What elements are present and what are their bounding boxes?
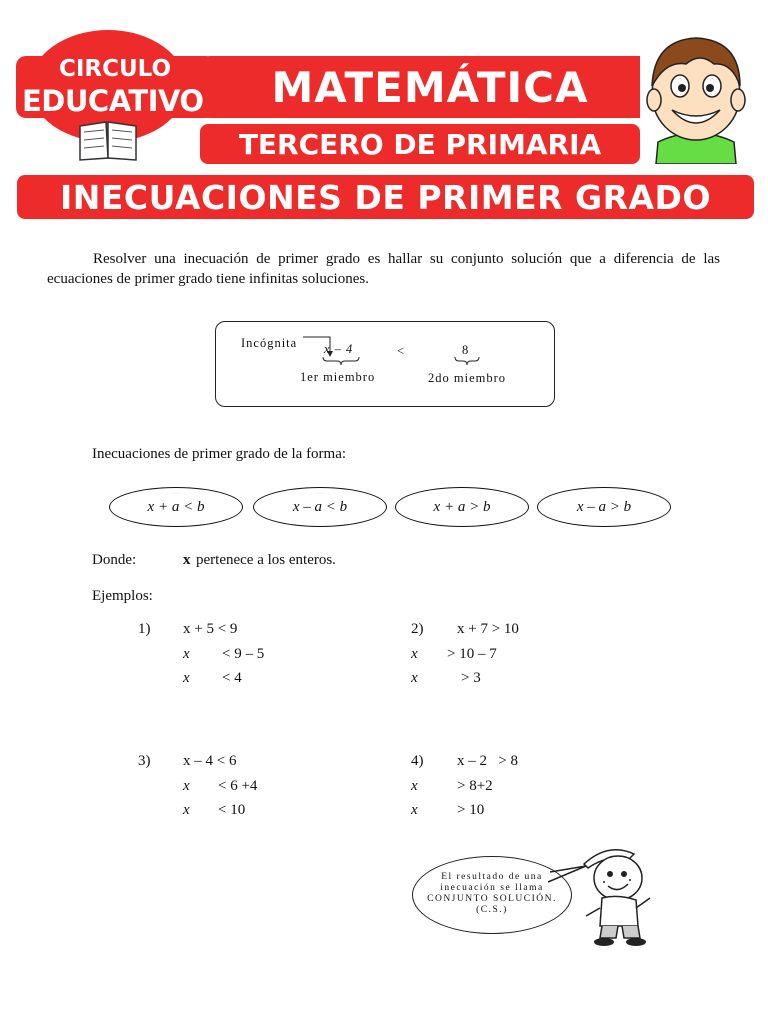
diagram-op: <	[397, 344, 406, 358]
example-1-line3: < 4	[222, 670, 242, 686]
bubble-line4: (C.S.)	[476, 905, 508, 915]
incognita-label: Incógnita	[241, 336, 298, 350]
form-oval-4: x – a > b	[537, 487, 671, 527]
example-3-line1: x – 4 < 6	[183, 753, 237, 769]
diagram-right: 8	[462, 343, 470, 357]
example-4-var3: x	[411, 802, 418, 818]
example-2-line3: > 3	[461, 670, 481, 686]
example-4-line2: > 8+2	[457, 778, 493, 794]
example-4-line3: > 10	[457, 802, 485, 818]
topic-title: INECUACIONES DE PRIMER GRADO	[59, 178, 711, 217]
example-4-var2: x	[411, 778, 418, 794]
example-1-var2: x	[183, 646, 190, 662]
example-1-var3: x	[183, 670, 190, 686]
speech-bubble	[412, 856, 572, 934]
example-2-line2: > 10 – 7	[447, 646, 497, 662]
page-title: MATEMÁTICA	[271, 63, 589, 112]
example-3-var2: x	[183, 778, 190, 794]
intro-paragraph: Resolver una inecuación de primer grado es hallar su conjunto solución que a diferencia de las ecuaciones de primer grado tiene infinitas soluciones.	[47, 251, 720, 287]
bubble-line2: inecuación se llama	[440, 883, 544, 893]
example-1-line1: x + 5 < 9	[183, 621, 238, 637]
example-3-line2: < 6 +4	[218, 778, 258, 794]
first-member-label: 1er miembro	[300, 370, 376, 384]
diagram-arrows	[215, 321, 555, 407]
example-3-number: 3)	[138, 753, 151, 769]
donde-text: pertenece a los enteros.	[196, 552, 336, 568]
example-2-number: 2)	[411, 621, 424, 637]
form-oval-2: x – a < b	[253, 487, 387, 527]
bubble-line3: CONJUNTO SOLUCIÓN.	[427, 894, 557, 904]
example-4-number: 4)	[411, 753, 424, 769]
example-2-line1: x + 7 > 10	[457, 621, 519, 637]
form-oval-1: x + a < b	[109, 487, 243, 527]
example-3-var3: x	[183, 802, 190, 818]
example-3-line3: < 10	[218, 802, 246, 818]
donde-label: Donde:	[92, 552, 137, 568]
page-subtitle: TERCERO DE PRIMARIA	[238, 128, 602, 161]
example-1-line2: < 9 – 5	[222, 646, 265, 662]
example-4-line1: x – 2 > 8	[457, 753, 518, 769]
bubble-line1: El resultado de una	[441, 872, 543, 882]
diagram-left: x – 4	[324, 342, 354, 356]
logo-line2: EDUCATIVO	[22, 84, 204, 118]
logo-line1: CIRCULO	[58, 56, 172, 82]
example-2-var3: x	[411, 670, 418, 686]
character-illustration	[578, 838, 668, 948]
donde-variable: x	[183, 552, 191, 568]
example-2-var2: x	[411, 646, 418, 662]
second-member-label: 2do miembro	[428, 371, 507, 385]
example-1-number: 1)	[138, 621, 151, 637]
forms-title: Inecuaciones de primer grado de la forma:	[92, 446, 347, 462]
ejemplos-label: Ejemplos:	[92, 588, 153, 604]
form-oval-3: x + a > b	[395, 487, 529, 527]
kid-illustration	[636, 24, 756, 164]
